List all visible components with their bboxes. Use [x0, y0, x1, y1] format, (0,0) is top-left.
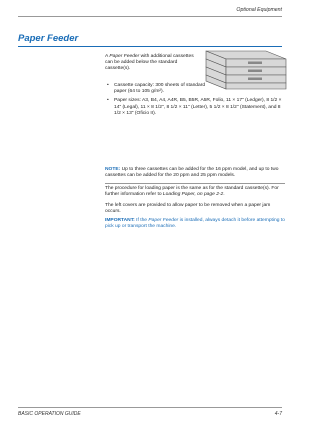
important-suffix: is installed, always detach it before attempting to pick up or transport the machine. [105, 218, 285, 230]
footer-page-number: 4-7 [274, 411, 282, 417]
loading-text: The procedure for loading paper is the same as for the standard cassette(s). For further information refer to [105, 186, 279, 198]
header-section-label: Optional Equipment [236, 7, 282, 13]
spec-bullets [105, 83, 285, 120]
note-rule [105, 183, 285, 184]
bullet-capacity [105, 83, 209, 95]
bullet-paper-sizes [105, 98, 285, 117]
loading-reference-link[interactable]: Loading Paper, on page 2-2 [162, 192, 224, 198]
left-covers-paragraph: The left covers are provided to allow paper to be removed when a paper jam occurs. [105, 203, 271, 215]
important-notice [105, 218, 285, 230]
bullet-dot: • [107, 83, 109, 88]
footer-guide-name: BASIC OPERATION GUIDE [18, 411, 81, 417]
title-rule [18, 46, 282, 47]
header-rule [18, 16, 282, 17]
important-term: Paper Feeder [148, 218, 179, 223]
loading-paragraph [105, 186, 285, 198]
bullet-dot: • [107, 98, 109, 104]
intro-term: Paper Feeder [109, 54, 140, 59]
note-text: Up to three cassettes can be added for the 16 ppm model, and up to two cassettes can be added for the 20 ppm and 25 ppm models. [105, 167, 279, 179]
important-prefix: If the [134, 218, 149, 223]
note-label: NOTE: [105, 167, 121, 172]
bullet-paper-sizes-text: Paper sizes: A3, B4, A4, A4R, B5, B5R, A5R, Folio, 11 × 17" (Ledger), 8 1/2 × 14" (Legal), 11 × 8 1/2", 8 1/2 × 11" (Letter), 5 1/2 × 8 1/2" (Statement), and 8 1/2 × 13" (Oficio II). [114, 98, 282, 116]
intro-suffix: with additional cassettes can be added below the standard cassette(s). [105, 54, 194, 72]
loading-suffix: . [223, 192, 225, 198]
note [105, 167, 285, 179]
intro-paragraph [105, 54, 200, 73]
important-label: IMPORTANT: [105, 218, 135, 223]
intro-prefix: A [105, 54, 110, 59]
section-title: Paper Feeder [18, 33, 79, 44]
footer-rule [18, 407, 282, 408]
bullet-capacity-text: Cassette capacity: 300 sheets of standard paper (64 to 105 g/m²). [114, 83, 206, 95]
